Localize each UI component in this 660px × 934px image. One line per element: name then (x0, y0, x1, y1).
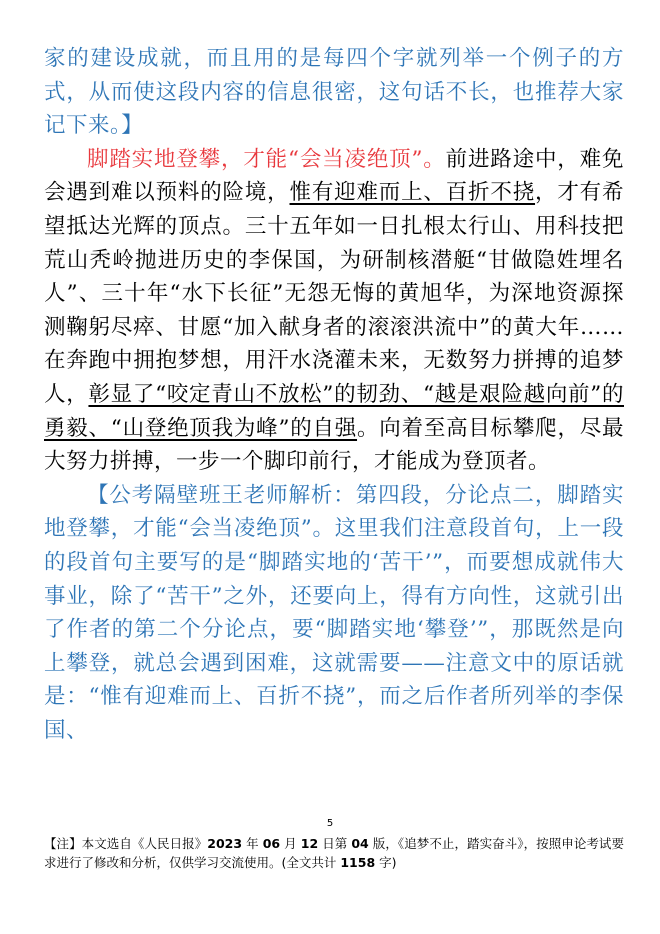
body-text: 前进路途中，难免会遇到难以预料的险境， (44, 146, 624, 206)
analysis-paragraph-continued: 家的建设成就，而且用的是每四个字就列举一个例子的方式，从而使这段内容的信息很密，这句话不长，也推荐大家记下来。】 (44, 46, 624, 139)
footnote-month: 06 (262, 836, 281, 851)
section-heading: 脚踏实地登攀，才能“会当凌绝顶”。 (87, 146, 446, 172)
footnote-edition: 04 (351, 836, 369, 851)
analysis-paragraph: 【公考隔壁班王老师解析：第四段，分论点二，脚踏实地登攀，才能“会当凌绝顶”。这里我们注意段首句，上一段的段首句主要写的是“脚踏实地的‘苦干’”，而要想成就伟大事业，除了“苦干”之外，还要向上，得有方向性，这就引出了作者的第二个分论点，要“脚踏实地‘攀登’”，那既然是向上攀登，就总会遇到困难，这就需要——注意文中的原话就是：“惟有迎难而上、百折不挠”，而之后作者所列举的李保国、 (44, 482, 624, 743)
footnote-text: 日第 (318, 836, 352, 851)
footnote-text: 月 (280, 836, 301, 851)
underlined-phrase: 彰显了“咬定青山不放松”的韧劲、“越是艰险越向前”的勇毅、“山登绝顶我为峰”的自强 (44, 381, 624, 441)
body-paragraph (44, 143, 624, 479)
page-number: 5 (326, 818, 334, 829)
footnote (44, 834, 624, 872)
body-text: 。向着至高目标攀爬，尽最大努力拼搏，一步一个脚印前行，才能成为登顶者。 (44, 415, 624, 475)
footnote-text: 版，《追梦不止，踏实奋斗》，按照申论考试要求进行了修改和分析，仅供学习交流使用。(全文共计 (44, 836, 624, 870)
footnote-word-count: 1158 (340, 855, 376, 870)
footnote-year: 2023 (207, 836, 243, 851)
document-body (44, 42, 624, 747)
underlined-phrase: 惟有迎难而上、百折不挠 (289, 180, 536, 206)
body-text: ，才有希望抵达光辉的顶点。三十五年如一日扎根太行山、用科技把荒山秃岭抛进历史的李保国，为研制核潜艇“甘做隐姓埋名人”、三十年“水下长征”无怨无悔的黄旭华，为深地资源探测鞠躬尽瘁、甘愿“加入献身者的滚滚洪流中”的黄大年……在奔跑中拥抱梦想，用汗水浇灌未来，无数努力拼搏的追梦人， (44, 180, 624, 407)
footnote-day: 12 (300, 836, 319, 851)
footnote-text: 字) (375, 855, 397, 870)
footnote-text: 年 (242, 836, 263, 851)
footnote-text: 【注】本文选自《人民日报》 (44, 836, 208, 851)
